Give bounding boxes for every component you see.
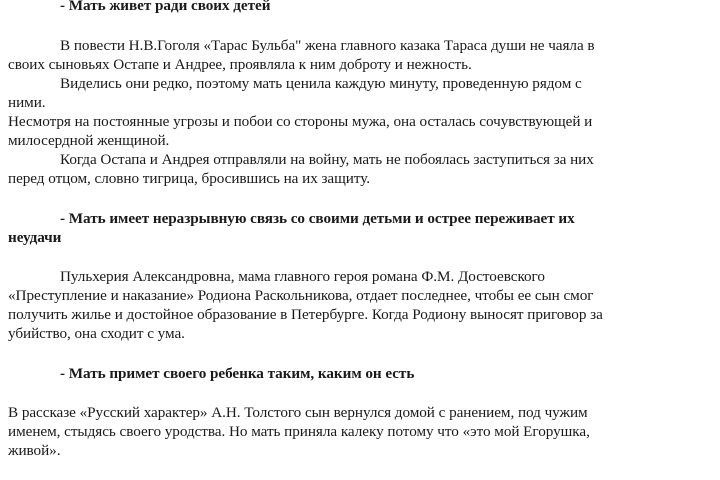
paragraph-line: Виделись они редко, поэтому мать ценила каждую минуту, проведенную рядом с [60, 75, 582, 92]
paragraph-line: получить жилье и достойное образование в Петербурге. Когда Родиону выносят приговор за [8, 306, 603, 323]
section-heading: - Мать имеет неразрывную связь со своими детьми и острее переживает их [60, 210, 575, 227]
paragraph-line: «Преступление и наказание» Родиона Раскольникова, отдает последнее, чтобы ее сын смог [8, 287, 594, 304]
paragraph-line: Несмотря на постоянные угрозы и побои со стороны мужа, она осталась сочувствующей и [8, 113, 593, 130]
paragraph-line: живой». [8, 442, 61, 459]
section-heading: - Мать примет своего ребенка таким, каким он есть [60, 365, 415, 382]
section-heading: неудачи [8, 229, 62, 246]
paragraph-line: именем, стыдясь своего уродства. Но мать приняла калеку потому что «это мой Егорушка, [8, 423, 590, 440]
paragraph-line: Пульхерия Александровна, мама главного героя романа Ф.М. Достоевского [60, 268, 545, 285]
paragraph-line: убийство, она сходит с ума. [8, 325, 185, 342]
paragraph-line: Когда Остапа и Андрея отправляли на войну, мать не побоялась заступиться за них [60, 151, 594, 168]
paragraph-line: ними. [8, 94, 46, 111]
section-heading: - Мать живет ради своих детей [60, 0, 271, 14]
paragraph-line: перед отцом, словно тигрица, бросившись на их защиту. [8, 170, 370, 187]
paragraph-line: В повести Н.В.Гоголя «Тарас Бульба" жена главного казака Тараса души не чаяла в [60, 37, 595, 54]
paragraph-line: своих сыновьях Остапе и Андрее, проявляла к ним доброту и нежность. [8, 56, 472, 73]
paragraph-line: милосердной женщиной. [8, 132, 170, 149]
paragraph-line: В рассказе «Русский характер» А.Н. Толстого сын вернулся домой с ранением, под чужим [8, 404, 588, 421]
